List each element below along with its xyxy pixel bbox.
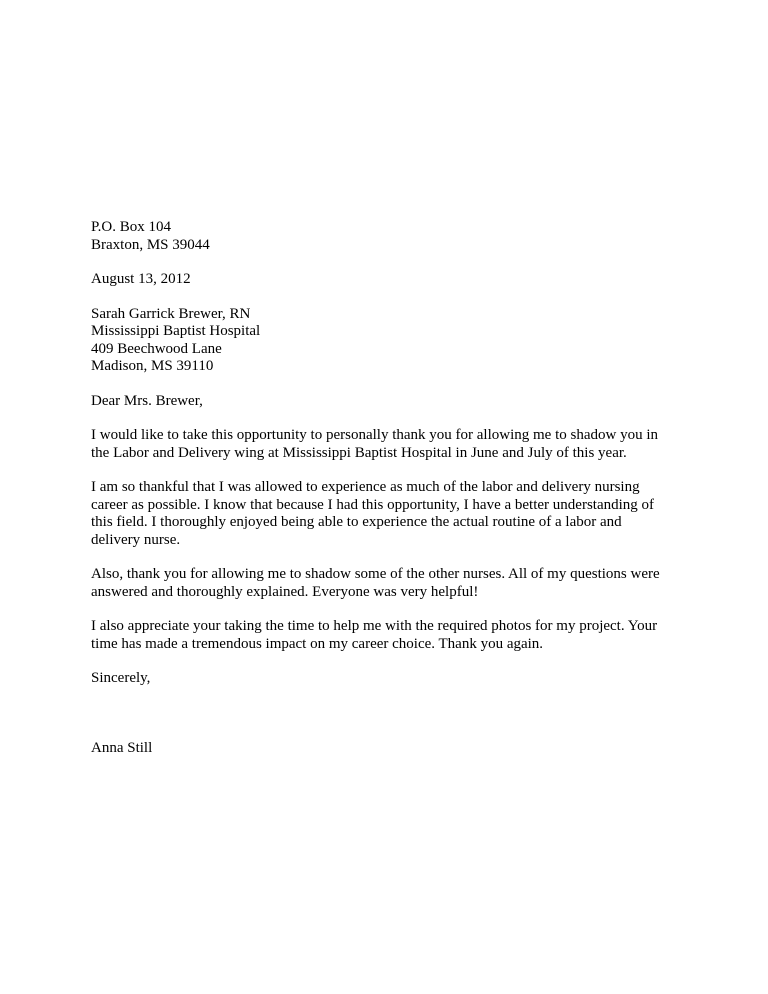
paragraph-line: the Labor and Delivery wing at Mississippi Baptist Hospital in June and July of this year.: [91, 444, 627, 461]
sender-address-line: Braxton, MS 39044: [91, 236, 210, 253]
paragraph-line: delivery nurse.: [91, 531, 181, 548]
paragraph-line: answered and thoroughly explained. Everyone was very helpful!: [91, 583, 479, 600]
closing-text: Sincerely,: [91, 670, 151, 686]
sender-address-line: P.O. Box 104: [91, 219, 172, 235]
paragraph-line: I am so thankful that I was allowed to experience as much of the labor and delivery nursing: [91, 479, 640, 495]
paragraph-line: I would like to take this opportunity to personally thank you for allowing me to shadow you in: [91, 427, 659, 443]
letter-body: [91, 219, 681, 757]
closing: [91, 670, 681, 688]
paragraph-1: [91, 427, 681, 462]
paragraph-line: I also appreciate your taking the time to help me with the required photos for my project. Your: [91, 618, 658, 634]
salutation-text: Dear Mrs. Brewer,: [91, 392, 203, 409]
paragraph-2: [91, 479, 681, 549]
sender-address: [91, 219, 681, 254]
paragraph-line: time has made a tremendous impact on my career choice. Thank you again.: [91, 635, 544, 652]
paragraph-3: [91, 566, 681, 601]
paragraph-line: this field. I thoroughly enjoyed being able to experience the actual routine of a labor and: [91, 514, 622, 530]
paragraph-4: [91, 618, 681, 653]
signature: [91, 740, 681, 758]
recipient-address: [91, 306, 681, 376]
recipient-line: Sarah Garrick Brewer, RN: [91, 305, 251, 322]
salutation: [91, 393, 681, 411]
signature-name: Anna Still: [91, 739, 153, 756]
paragraph-line: Also, thank you for allowing me to shadow some of the other nurses. All of my questions were: [91, 566, 660, 582]
recipient-line: Mississippi Baptist Hospital: [91, 323, 261, 339]
paragraph-line: career as possible. I know that because I had this opportunity, I have a better understanding of: [91, 496, 655, 513]
date-text: August 13, 2012: [91, 271, 191, 287]
recipient-line: Madison, MS 39110: [91, 358, 214, 374]
recipient-line: 409 Beechwood Lane: [91, 340, 222, 357]
letter-date: [91, 271, 681, 289]
